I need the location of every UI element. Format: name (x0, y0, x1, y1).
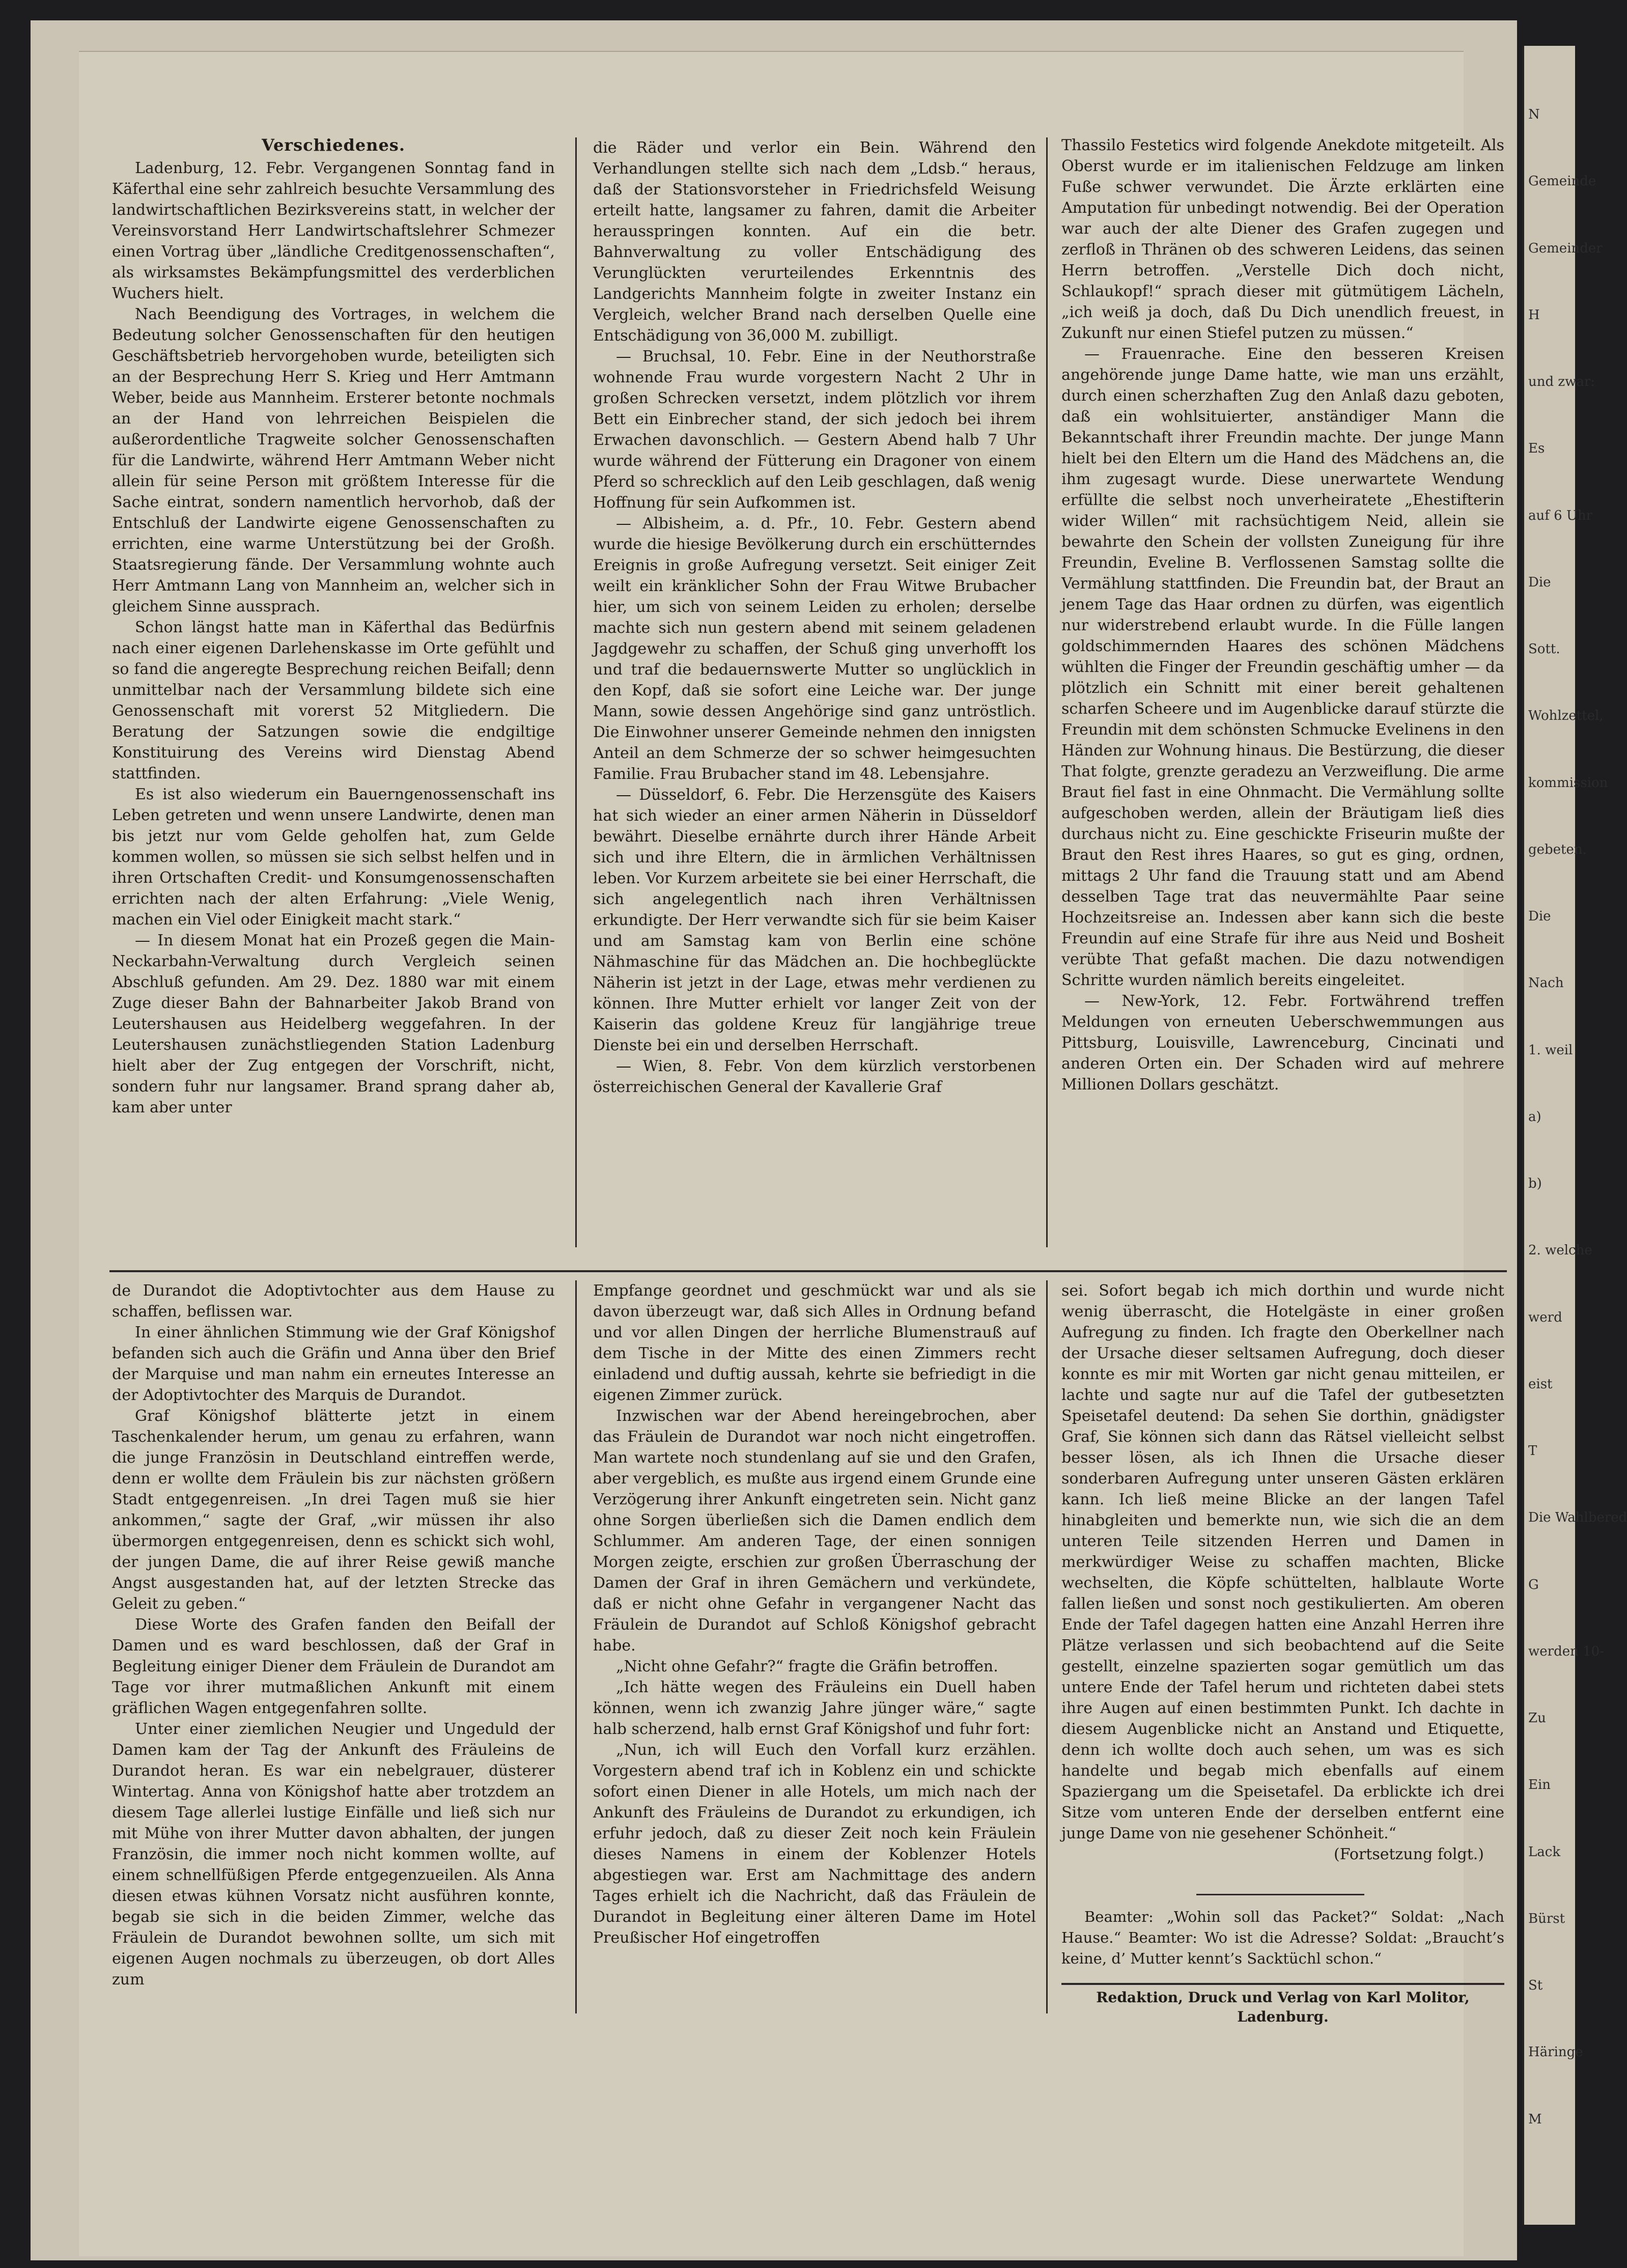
feuilleton-rule (109, 1270, 1507, 1272)
novel-paragraph: Unter einer ziemlichen Neugier und Ungeduld der Damen kam der Tag der Ankunft des Fräuleins de Durandot heran. Es war ein nebelgrauer, düsterer Wintertag. Anna von Königshof hatte aber trotzdem an diesem Tage allerlei lustige Einfälle und ließ sich nur mit Mühe von ihrer Mutter davon abhalten, der jungen Französin, die immer noch nicht kommen wollte, auf einem schnellfüßigen Pferde entgegenzueilen. Als Anna diesen etwas kühnen Vorsatz nicht ausführen konnte, begab sie sich in die beiden Zimmer, welche das Fräulein de Durandot bewohnen sollte, um sich mit eigenen Augen nochmals zu überzeugen, ob dort Alles zum (112, 1720, 555, 1989)
neighbor-page-fragment: Bürst (1528, 1911, 1565, 1926)
neighbor-page-fragment: Zu (1528, 1711, 1546, 1726)
article-paragraph: — Wien, 8. Febr. Von dem kürzlich verstorbenen österreichischen General der Kavallerie Graf (593, 1057, 1036, 1096)
bottom-column-1 (112, 1280, 555, 2019)
column-rule (575, 1280, 577, 2013)
top-column-2 (593, 137, 1036, 1265)
neighbor-page-fragment: Ein (1528, 1777, 1551, 1793)
column-rule (575, 137, 577, 1247)
column-rule (1046, 137, 1048, 1247)
article-paragraph: Schon längst hatte man in Käferthal das Bedürfnis nach einer eigenen Darlehenskasse im Orte gefühlt und so fand die angeregte Besprechung reichen Beifall; denn unmittelbar nach der Versammlung bildete sich eine Genossenschaft mit vorerst 52 Mitgliedern. Die Beratung der Satzungen sowie die endgiltige Konstituirung des Vereins wird Dienstag Abend stattfinden. (112, 619, 555, 782)
novel-paragraph: „Nun, ich will Euch den Vorfall kurz erzählen. Vorgestern abend traf ich in Koblenz ein und schickte sofort einen Diener in alle Hotels, um mich nach der Ankunft des Fräuleins de Durandot zu erkundigen, ich erfuhr jedoch, daß zu dieser Zeit noch kein Fräulein dieses Namens in einem der Koblenzer Hotels abgestiegen war. Erst am Nachmittage des andern Tages erhielt ich die Nachricht, daß das Fräulein de Durandot in Begleitung einer älteren Dame im Hotel Preußischer Hof eingetroffen (593, 1741, 1036, 1947)
neighbor-page-fragment: eist (1528, 1377, 1553, 1392)
article-paragraph: — Frauenrache. Eine den besseren Kreisen angehörende junge Dame hatte, wie man uns erzählt, durch einen scherzhaften Zug den Anlaß dazu geboten, daß ein wohlsituierter, anständiger Mann die Bekanntschaft ihrer Freundin machte. Der junge Mann hielt bei den Eltern um die Hand des Mädchens an, die ihm zugesagt wurde. Diese unerwartete Wendung erfüllte die selbst noch unverheiratete „Ehestifterin wider Willen“ mit rachsüchtigem Neid, allein sie bewahrte den Schein der vollsten Zuneigung für ihre Freundin, Eveline B. Verflossenen Samstag sollte die Vermählung stattfinden. Die Freundin bat, der Braut an jenem Tage das Haar ordnen zu dürfen, was eigentlich nur widerstrebend erlaubt wurde. In die Fülle langen goldschimmernden Haares des schönen Mädchens wühlten die Finger der Freundin geschäftig umher — da plötzlich ein Schnitt mit einer bereit gehaltenen scharfen Scheere und im Augenblicke darauf stürzte die Freundin mit dem schönsten Schmucke Evelinens in den Händen zur Wohnung hinaus. Die Bestürzung, die dieser That folgte, grenzte geradezu an Verzweiflung. Die arme Braut fiel fast in eine Ohnmacht. Die Vermählung sollte aufgeschoben werden, allein der Bräutigam ließ dies durchaus nicht zu. Eine geschickte Friseurin mußte der Braut den Rest ihres Haares, so gut es ging, ordnen, mittags 2 Uhr fand die Trauung statt und am Abend desselben Tage trat das neuvermählte Paar seine Hochzeitsreise an. Indessen aber kann sich die beste Freundin auf eine Strafe für ihre aus Neid und Bosheit verübte That gefaßt machen. Die dazu notwendigen Schritte wurden nämlich bereits eingeleitet. (1061, 345, 1504, 989)
article-paragraph: Nach Beendigung des Vortrages, in welchem die Bedeutung solcher Genossenschaften für den heutigen Geschäftsbetrieb hervorgehoben wurde, beteiligten sich an der Besprechung Herr S. Krieg und Herr Amtmann Weber, beide aus Mannheim. Ersterer betonte nochmals an der Hand von lehrreichen Beispielen die außerordentliche Tragweite solcher Genossenschaften für die Landwirte, während Herr Amtmann Weber nicht allein für seine Person mit größtem Interesse für die Sache eintrat, sondern namentlich hervorhob, daß der Entschluß der Landwirte eigene Genossenschaften zu errichten, eine warme Unterstützung bei der Großh. Staatsregierung fände. Der Versammlung wohnte auch Herr Amtmann Lang von Mannheim an, welcher sich in gleichem Sinne aussprach. (112, 305, 555, 615)
article-paragraph: — New-York, 12. Febr. Fortwährend treffen Meldungen von erneuten Ueberschwemmungen aus Pittsburg, Louisville, Lawrenceburg, Cincinati und anderen Orten ein. Der Schaden wird auf mehrere Millionen Dollars geschätzt. (1061, 992, 1504, 1094)
section-title: Verschiedenes. (262, 135, 405, 155)
article-paragraph: Es ist also wiederum ein Bauerngenossenschaft ins Leben getreten und wenn unsere Landwirte, denen man bis jetzt nur vom Gelde geholfen hat, zum Gelde kommen wollen, so müssen sie sich selbst helfen und in ihren Ortschaften Credit- und Konsumgenossenschaften errichten nach der alten Erfahrung: „Viele Wenig, machen ein Viel oder Einigkeit macht stark.“ (112, 786, 555, 929)
bottom-column-2 (593, 1280, 1036, 2019)
neighbor-page-fragment: M (1528, 2112, 1542, 2127)
column-rule (1046, 1280, 1048, 2013)
novel-paragraph: Inzwischen war der Abend hereingebrochen, aber das Fräulein de Durandot war noch nicht eingetroffen. Man wartete noch stundenlang auf sie und den Grafen, aber vergeblich, es mußte aus irgend einem Grunde eine Verzögerung ihrer Ankunft eingetreten sein. Nicht ganz ohne Sorgen überließen sich die Damen endlich dem Schlummer. Am anderen Tage, der einen sonnigen Morgen zeigte, erschien zur großen Überraschung der Damen der Graf in ihren Gemächern und verkündete, daß er nicht ohne Gefahr in vergangener Nacht das Fräulein de Durandot auf Schloß Königshof gebracht habe. (593, 1407, 1036, 1655)
novel-paragraph: de Durandot die Adoptivtochter aus dem Hause zu schaffen, beflissen war. (112, 1282, 555, 1321)
novel-paragraph: Diese Worte des Grafen fanden den Beifall der Damen und es ward beschlossen, daß der Graf in Begleitung einiger Diener dem Fräulein de Durandot am Tage vor ihrer mutmaßlichen Ankunft mit einem gräflichen Wagen entgegenfahren sollte. (112, 1616, 555, 1717)
neighbor-page-fragment: 1. weil (1528, 1043, 1573, 1058)
neighbor-page-fragment: St (1528, 1978, 1543, 1993)
neighbor-page-fragment: Lack (1528, 1844, 1561, 1860)
top-column-1 (112, 135, 555, 1265)
bottom-column-3 (1061, 1280, 1504, 1886)
article-paragraph: — In diesem Monat hat ein Prozeß gegen die Main-Neckarbahn-Verwaltung durch Vergleich seinen Abschluß gefunden. Am 29. Dez. 1880 war mit einem Zuge dieser Bahn der Bahnarbeiter Jakob Brand von Leutershausen aus Heidelberg weggefahren. In der Leutershausen zunächstliegenden Station Ladenburg hielt aber der Zug entgegen der Vorschrift, nicht, sondern fuhr nur langsamer. Brand sprang daher ab, kam aber unter (112, 932, 555, 1116)
neighbor-page-fragment: Die (1528, 575, 1551, 590)
neighbor-page-fragment: Die (1528, 909, 1551, 924)
novel-paragraph: Empfange geordnet und geschmückt war und als sie davon überzeugt war, daß sich Alles in Ordnung befand und vor allen Dingen der herrliche Blumenstrauß auf dem Tische in der Mitte des einen Zimmers recht einladend und duftig aussah, kehrte sie befriedigt in die eigenen Zimmer zurück. (593, 1282, 1036, 1404)
neighbor-page-fragment: Sott. (1528, 641, 1560, 657)
neighbor-page-fragment: T (1528, 1443, 1537, 1459)
neighbor-page-fragment: a) (1528, 1109, 1541, 1125)
neighbor-page-fragment: Nach (1528, 975, 1564, 991)
impressum: Redaktion, Druck und Verlag von Karl Molitor, Ladenburg. (1096, 1989, 1470, 2025)
joke-dialog: Beamter: „Wohin soll das Packet?“ Soldat: „Nach Hause.“ Beamter: Wo ist die Adresse? Soldat: „Braucht’s keine, d’ Mutter kennt’s Sacktüchl schon.“ (1061, 1908, 1504, 1967)
neighbor-page-fragment: kommission (1528, 775, 1608, 791)
joke-rule (1196, 1894, 1364, 1895)
novel-paragraph: Graf Königshof blätterte jetzt in einem Taschenkalender herum, um genau zu erfahren, wann die junge Französin in Deutschland eintreffen werde, denn er wollte dem Fräulein bis zur nächsten größern Stadt entgegenreisen. „In drei Tagen muß sie hier ankommen,“ sagte der Graf, „wir müssen ihr also übermorgen entgegenreisen, denn es schickt sich wohl, der jungen Dame, die auf ihrer Reise gewiß manche Angst ausgestanden hat, auf der letzten Strecke das Geleit zu geben.“ (112, 1407, 555, 1613)
neighbor-page-fragment: Wohlzettel, (1528, 708, 1604, 723)
novel-paragraph: „Ich hätte wegen des Fräuleins ein Duell haben können, wenn ich zwanzig Jahre jünger wäre,“ sagte halb scherzend, halb ernst Graf Königshof und fuhr fort: (593, 1678, 1036, 1738)
neighbor-page-fragment: H (1528, 307, 1540, 323)
neighbor-page-fragment: Gemeinder (1528, 241, 1603, 256)
neighbor-page-fragment: Es (1528, 441, 1545, 456)
neighbor-page-fragment: gebeten. (1528, 842, 1587, 857)
article-paragraph: — Albisheim, a. d. Pfr., 10. Febr. Gestern abend wurde die hiesige Bevölkerung durch ein erschütterndes Ereignis in große Aufregung versetzt. Seit einiger Zeit weilt ein kränklicher Sohn der Frau Witwe Brubacher hier, um sich von seinem Leiden zu erholen; derselbe machte sich nun gestern abend mit seinem geladenen Jagdgewehr zu schaffen, der Schuß ging unverhofft los und traf die bedauernswerte Mutter so unglücklich in den Kopf, daß sie sofort eine Leiche war. Der junge Mann, sowie dessen Angehörige sind ganz untröstlich. Die Einwohner unserer Gemeinde nehmen den innigsten Anteil an dem Schmerze der so schwer heimgesuchten Familie. Frau Brubacher stand im 48. Lebensjahre. (593, 515, 1036, 783)
neighbor-page-fragment: b) (1528, 1176, 1542, 1191)
neighbor-page-fragment: Die Wahlbered (1528, 1510, 1627, 1525)
neighbor-page-fragment: 2. welche (1528, 1243, 1592, 1258)
novel-paragraph: sei. Sofort begab ich mich dorthin und wurde nicht wenig überrascht, die Hotelgäste in einer großen Aufregung zu finden. Ich fragte den Oberkellner nach der Ursache dieser seltsamen Aufregung, doch dieser konnte es mir mit Worten gar nicht genau mitteilen, er lachte und sagte nur auf die Tafel der gutbesetzten Speisetafel deutend: Da sehen Sie dorthin, gnädigster Graf, Sie können sich dann das Rätsel vielleicht selbst besser lösen, als ich Ihnen die Ursache dieser sonderbaren Aufregung unter unseren Gästen erklären kann. Ich ließ meine Blicke an der langen Tafel hinabgleiten und bemerkte nun, wie sich die an dem unteren Teile sitzenden Herren und Damen in merkwürdiger Weise zu schaffen machten, Blicke wechselten, die Köpfe schüttelten, halblaute Worte fallen ließen und sonst noch gestikulierten. Am oberen Ende der Tafel dagegen hatten eine Anzahl Herren ihre Plätze verlassen und sich beobachtend auf die Seite gestellt, einzelne spazierten sogar gemütlich um das untere Ende der Tafel herum und richteten dabei stets ihre Augen auf einen bestimmten Punkt. Ich dachte in diesem Augenblicke nicht an Anstand und Etiquette, denn ich wollte doch auch sehen, um was es sich handelte und begab mich ebenfalls auf einem Spaziergang um die Speisetafel. Da erblickte ich drei Sitze vom unteren Ende der derselben entfernt eine junge Dame von nie gesehener Schönheit.“ (1061, 1282, 1504, 1842)
neighbor-page-fragment: Gemeinde (1528, 174, 1596, 189)
neighbor-page-fragment: auf 6 Uhr (1528, 508, 1593, 523)
neighbor-page-fragment: und zwar: (1528, 374, 1595, 389)
article-paragraph: — Düsseldorf, 6. Febr. Die Herzensgüte des Kaisers hat sich wieder an einer armen Näherin in Düsseldorf bewährt. Dieselbe ernährte durch ihrer Hände Arbeit sich und ihre Eltern, die in ärmlichen Verhältnissen leben. Vor Kurzem arbeitete sie bei einer Herrschaft, die sich angelegentlich nach ihren Verhältnissen erkundigte. Der Herr verwandte sich für sie beim Kaiser und am Samstag kam von Berlin eine schöne Nähmaschine für das Mädchen an. Die hochbeglückte Näherin ist jetzt in der Lage, etwas mehr verdienen zu können. Ihre Mutter erhielt vor langer Zeit von der Kaiserin das goldene Kreuz für langjährige treue Dienste bei ein und derselben Herrschaft. (593, 786, 1036, 1054)
top-column-3 (1061, 135, 1504, 1265)
neighbor-page-fragment: Häringe (1528, 2045, 1583, 2060)
impressum-rule (1061, 1983, 1504, 1985)
article-paragraph: die Räder und verlor ein Bein. Während den Verhandlungen stellte sich nach dem „Ldsb.“ heraus, daß der Stationsvorsteher in Friedrichsfeld Weisung erteilt hatte, langsamer zu fahren, damit die Arbeiter herausspringen konnten. Auf ein die betr. Bahnverwaltung zu voller Entschädigung des Verunglückten verurteilendes Erkenntnis des Landgerichts Mannheim folgte in zweiter Instanz ein Vergleich, welcher Brand nach derselben Quelle eine Entschädigung von 36,000 M. zubilligt. (593, 139, 1036, 345)
neighbor-page-edge (1522, 46, 1627, 2225)
novel-paragraph: „Nicht ohne Gefahr?“ fragte die Gräfin betroffen. (616, 1658, 998, 1675)
novel-paragraph: In einer ähnlichen Stimmung wie der Graf Königshof befanden sich auch die Gräfin und Anna über den Brief der Marquise und man nahm ein erneutes Interesse an der Adoptivtochter des Marquis de Durandot. (112, 1324, 555, 1404)
neighbor-page-fragment: werden 10- (1528, 1644, 1604, 1659)
neighbor-page-fragment: werd (1528, 1310, 1562, 1325)
neighbor-page-fragment: G (1528, 1577, 1539, 1592)
continuation-note: (Fortsetzung folgt.) (1334, 1845, 1484, 1863)
article-paragraph: Ladenburg, 12. Febr. Vergangenen Sonntag fand in Käferthal eine sehr zahlreich besuchte Versammlung des landwirtschaftlichen Bezirksvereins statt, in welcher der Vereinsvorstand Herr Landwirtschaftslehrer Schmezer einen Vortrag über „ländliche Creditgenossenschaften“, als wirksamstes Bekämpfungsmittel des verderblichen Wuchers hielt. (112, 159, 555, 302)
article-paragraph: Thassilo Festetics wird folgende Anekdote mitgeteilt. Als Oberst wurde er im italienischen Feldzuge am linken Fuße schwer verwundet. Die Ärzte erklärten eine Amputation für unbedingt notwendig. Bei der Operation war auch der alte Diener des Grafen zugegen und zerfloß in Thränen ob des schweren Leidens, das seinen Herrn betroffen. „Verstelle Dich doch nicht, Schlaukopf!“ sprach dieser mit gütmütigem Lächeln, „ich weiß ja doch, daß Du Dich unendlich freuest, in Zukunft nur einen Stiefel putzen zu müssen.“ (1061, 136, 1504, 342)
neighbor-page-fragment: N (1528, 107, 1540, 122)
article-paragraph: — Bruchsal, 10. Febr. Eine in der Neuthorstraße wohnende Frau wurde vorgestern Nacht 2 Uhr in großen Schrecken versetzt, indem plötzlich vor ihrem Bett ein Einbrecher stand, der sich jedoch bei ihrem Erwachen davonschlich. — Gestern Abend halb 7 Uhr wurde während der Fütterung ein Dragoner von einem Pferd so schrecklich auf den Leib geschlagen, daß wenig Hoffnung für sein Aufkommen ist. (593, 348, 1036, 512)
